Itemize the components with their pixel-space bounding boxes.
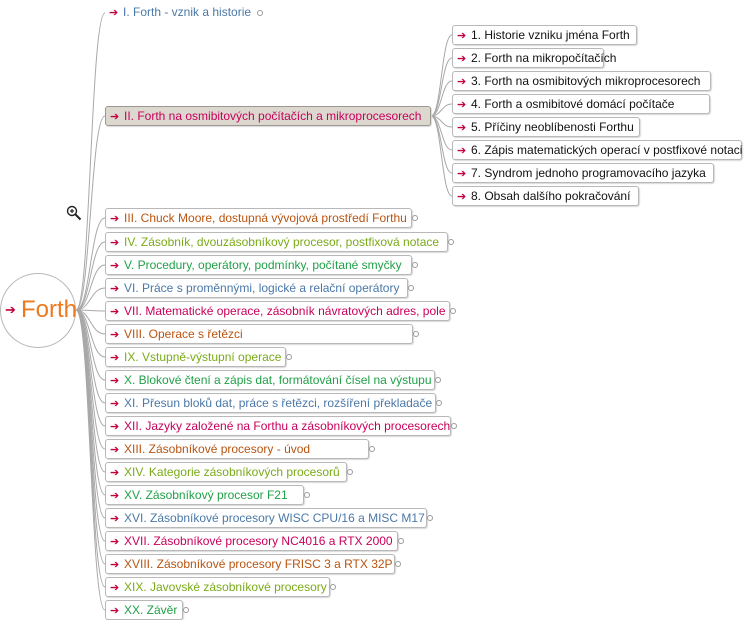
topic-arrow-icon: ➔	[110, 582, 120, 594]
topic-17[interactable]	[105, 531, 398, 551]
connector-line	[431, 81, 452, 116]
subtopic-1[interactable]	[452, 25, 637, 45]
topic-9[interactable]	[105, 347, 286, 367]
topic-label: 2. Forth na mikropočítačích	[471, 51, 617, 65]
topic-label: XIII. Zásobníkové procesory - úvod	[124, 442, 311, 456]
expand-toggle[interactable]	[408, 285, 414, 291]
connector-line	[76, 310, 105, 472]
topic-arrow-icon: ➔	[110, 559, 120, 571]
topic-arrow-icon: ➔	[457, 191, 467, 203]
connector-line	[76, 310, 105, 564]
topic-16[interactable]	[105, 508, 427, 528]
topic-arrow-icon: ➔	[457, 30, 467, 42]
topic-label: XVIII. Zásobníkové procesory FRISC 3 a RTX 32P	[124, 557, 393, 571]
topic-1[interactable]	[105, 3, 257, 23]
subtopic-3[interactable]	[452, 71, 711, 91]
expand-toggle[interactable]	[448, 239, 454, 245]
topic-5[interactable]	[105, 255, 412, 275]
subtopic-6[interactable]	[452, 140, 742, 160]
topic-label: VII. Matematické operace, zásobník návratových adres, pole	[124, 304, 446, 318]
connector-line	[76, 310, 105, 495]
topic-label: V. Procedury, operátory, podmínky, počítané smyčky	[124, 258, 402, 272]
expand-toggle[interactable]	[369, 446, 375, 452]
connector-line	[76, 288, 105, 310]
expand-toggle[interactable]	[413, 331, 419, 337]
topic-20[interactable]	[105, 600, 183, 620]
topic-arrow-icon: ➔	[110, 237, 120, 249]
topic-arrow-icon: ➔	[110, 260, 120, 272]
topic-label: 1. Historie vzniku jména Forth	[471, 28, 630, 42]
connector-line	[431, 104, 452, 116]
connector-line	[76, 310, 105, 587]
topic-label: I. Forth - vznik a historie	[123, 5, 252, 19]
topic-arrow-icon: ➔	[110, 111, 120, 123]
topic-12[interactable]	[105, 416, 451, 436]
expand-toggle[interactable]	[412, 215, 418, 221]
topic-arrow-icon: ➔	[457, 168, 467, 180]
topic-label: II. Forth na osmibitových počítačích a mikroprocesorech	[124, 109, 422, 123]
topic-label: 6. Zápis matematických operací v postfixové notaci	[471, 143, 743, 157]
connector-line	[431, 116, 452, 196]
topic-arrow-icon: ➔	[110, 536, 120, 548]
topic-arrow-icon: ➔	[457, 76, 467, 88]
root-arrow-icon: ➔	[5, 302, 16, 317]
connector-line	[76, 265, 105, 310]
root-label: Forth	[21, 296, 78, 323]
topic-label: XX. Závěr	[124, 603, 178, 617]
connector-line	[76, 310, 105, 610]
connector-line	[76, 310, 105, 403]
expand-toggle[interactable]	[257, 10, 263, 16]
connector-line	[76, 310, 105, 449]
topic-7[interactable]	[105, 301, 450, 321]
topic-label: XV. Zásobníkový procesor F21	[124, 488, 288, 502]
topic-label: 5. Příčiny neoblíbenosti Forthu	[471, 120, 634, 134]
expand-toggle[interactable]	[427, 515, 433, 521]
topic-label: 8. Obsah dalšího pokračování	[471, 189, 631, 203]
topic-label: XVII. Zásobníkové procesory NC4016 a RTX 2000	[124, 534, 393, 548]
topic-14[interactable]	[105, 462, 347, 482]
topic-arrow-icon: ➔	[110, 467, 120, 479]
topic-arrow-icon: ➔	[110, 375, 120, 387]
topic-label: 4. Forth a osmibitové domácí počítače	[471, 97, 675, 111]
expand-toggle[interactable]	[395, 561, 401, 567]
topic-11[interactable]	[105, 393, 436, 413]
topic-arrow-icon: ➔	[110, 605, 120, 617]
expand-toggle[interactable]	[451, 423, 457, 429]
expand-toggle[interactable]	[435, 377, 441, 383]
expand-toggle[interactable]	[347, 469, 353, 475]
connector-line	[431, 116, 452, 127]
topic-arrow-icon: ➔	[110, 352, 120, 364]
expand-toggle[interactable]	[304, 492, 310, 498]
expand-toggle[interactable]	[412, 262, 418, 268]
topic-19[interactable]	[105, 577, 330, 597]
topic-label: IX. Vstupně-výstupní operace	[124, 350, 282, 364]
topic-label: XIX. Javovské zásobníkové procesory	[124, 580, 327, 594]
topic-arrow-icon: ➔	[110, 398, 120, 410]
connector-line	[76, 310, 105, 357]
topic-arrow-icon: ➔	[457, 122, 467, 134]
connector-line	[431, 35, 452, 116]
topic-arrow-icon: ➔	[457, 53, 467, 65]
topic-3[interactable]	[105, 208, 412, 228]
subtopic-4[interactable]	[452, 94, 710, 114]
topic-label: X. Blokové čtení a zápis dat, formátování čísel na výstupu	[124, 373, 432, 387]
connector-line	[76, 218, 105, 310]
connector-line	[76, 310, 105, 426]
expand-toggle[interactable]	[330, 584, 336, 590]
connector-line	[431, 58, 452, 116]
topic-arrow-icon: ➔	[110, 444, 120, 456]
expand-toggle[interactable]	[183, 607, 189, 613]
topic-arrow-icon: ➔	[110, 490, 120, 502]
topic-18[interactable]	[105, 554, 395, 574]
topic-arrow-icon: ➔	[110, 213, 120, 225]
connector-line	[76, 13, 105, 310]
topic-label: XII. Jazyky založené na Forthu a zásobníkových procesorech	[124, 419, 451, 433]
subtopic-7[interactable]	[452, 163, 714, 183]
zoom-in-icon[interactable]	[66, 205, 82, 221]
subtopic-5[interactable]	[452, 117, 640, 137]
topic-label: VIII. Operace s řetězci	[124, 327, 243, 341]
topic-label: IV. Zásobník, dvouzásobníkový procesor, postfixová notace	[124, 235, 440, 249]
topic-4[interactable]	[105, 232, 448, 252]
connector-line	[431, 116, 452, 150]
topic-label: XIV. Kategorie zásobníkových procesorů	[124, 465, 340, 479]
expand-toggle[interactable]	[286, 354, 292, 360]
topic-2[interactable]	[105, 106, 431, 126]
connector-line	[76, 242, 105, 310]
topic-10[interactable]	[105, 370, 435, 390]
topic-6[interactable]	[105, 278, 408, 298]
subtopic-8[interactable]	[452, 186, 639, 206]
topic-arrow-icon: ➔	[457, 145, 467, 157]
topic-arrow-icon: ➔	[110, 306, 120, 318]
topic-label: XI. Přesun bloků dat, práce s řetězci, rozšíření překladače	[124, 396, 433, 410]
topic-label: III. Chuck Moore, dostupná vývojová prostředí Forthu	[124, 211, 407, 225]
topic-8[interactable]	[105, 324, 413, 344]
expand-toggle[interactable]	[398, 538, 404, 544]
root-node-forth[interactable]	[0, 273, 76, 348]
expand-toggle[interactable]	[436, 400, 442, 406]
topic-label: 3. Forth na osmibitových mikroprocesorech	[471, 74, 701, 88]
topic-15[interactable]	[105, 485, 304, 505]
connector-line	[431, 116, 452, 173]
connector-line	[76, 310, 105, 334]
topic-label: XVI. Zásobníkové procesory WISC CPU/16 a MISC M17	[124, 511, 425, 525]
topic-label: VI. Práce s proměnnými, logické a relační operátory	[124, 281, 400, 295]
connector-line	[76, 310, 105, 380]
topic-arrow-icon: ➔	[457, 99, 467, 111]
topic-arrow-icon: ➔	[109, 7, 119, 19]
connector-line	[76, 310, 105, 311]
topic-arrow-icon: ➔	[110, 329, 120, 341]
connector-line	[76, 310, 105, 541]
topic-arrow-icon: ➔	[110, 283, 120, 295]
topic-arrow-icon: ➔	[110, 513, 120, 525]
topic-arrow-icon: ➔	[110, 421, 120, 433]
expand-toggle[interactable]	[450, 308, 456, 314]
subtopic-2[interactable]	[452, 48, 617, 68]
topic-13[interactable]	[105, 439, 369, 459]
topic-label: 7. Syndrom jednoho programovacího jazyka	[471, 166, 706, 180]
connector-line	[76, 310, 105, 518]
